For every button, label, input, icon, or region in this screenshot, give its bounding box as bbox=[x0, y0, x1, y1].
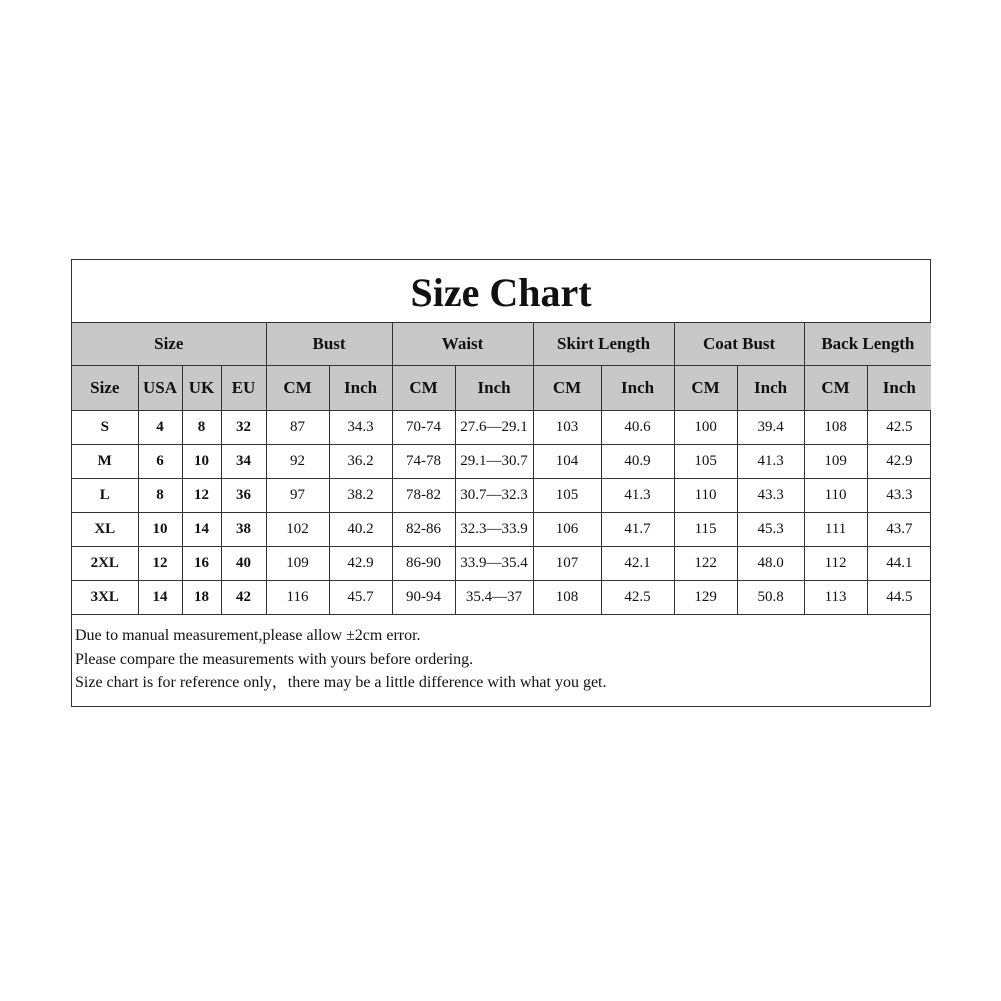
column-header: CM bbox=[392, 366, 455, 411]
table-cell: 40.9 bbox=[601, 445, 674, 479]
table-cell: 109 bbox=[266, 547, 329, 581]
table-cell: 104 bbox=[533, 445, 601, 479]
column-header: Inch bbox=[329, 366, 392, 411]
table-cell: 14 bbox=[182, 513, 221, 547]
table-cell: 108 bbox=[804, 411, 867, 445]
table-row bbox=[72, 547, 931, 581]
column-header: USA bbox=[138, 366, 182, 411]
table-cell: 16 bbox=[182, 547, 221, 581]
table-cell: 129 bbox=[674, 581, 737, 615]
table-cell: 103 bbox=[533, 411, 601, 445]
table-cell: 10 bbox=[138, 513, 182, 547]
column-header: Inch bbox=[867, 366, 931, 411]
table-cell: 36 bbox=[221, 479, 266, 513]
table-cell: 4 bbox=[138, 411, 182, 445]
table-cell: 32.3—33.9 bbox=[455, 513, 533, 547]
table-cell: 41.3 bbox=[601, 479, 674, 513]
table-cell: 44.5 bbox=[867, 581, 931, 615]
note-line: Due to manual measurement,please allow ±2cm error. bbox=[75, 627, 421, 644]
table-cell: 2XL bbox=[72, 547, 138, 581]
column-header: Size bbox=[72, 366, 138, 411]
column-header: UK bbox=[182, 366, 221, 411]
table-cell: 41.7 bbox=[601, 513, 674, 547]
column-header: Inch bbox=[455, 366, 533, 411]
group-header-back-length: Back Length bbox=[804, 323, 931, 366]
column-header: CM bbox=[674, 366, 737, 411]
table-cell: S bbox=[72, 411, 138, 445]
table-cell: 116 bbox=[266, 581, 329, 615]
table-cell: 113 bbox=[804, 581, 867, 615]
column-header: CM bbox=[533, 366, 601, 411]
table-cell: 109 bbox=[804, 445, 867, 479]
note-line: Size chart is for reference only，there may be a little difference with what you get. bbox=[75, 674, 607, 691]
table-cell: 111 bbox=[804, 513, 867, 547]
table-cell: 3XL bbox=[72, 581, 138, 615]
table-cell: 42.5 bbox=[867, 411, 931, 445]
table-cell: M bbox=[72, 445, 138, 479]
size-chart bbox=[71, 259, 931, 707]
table-cell: 33.9—35.4 bbox=[455, 547, 533, 581]
table-row bbox=[72, 479, 931, 513]
column-header: EU bbox=[221, 366, 266, 411]
table-cell: 8 bbox=[138, 479, 182, 513]
table-cell: 32 bbox=[221, 411, 266, 445]
table-cell: 6 bbox=[138, 445, 182, 479]
group-header-bust: Bust bbox=[266, 323, 392, 366]
table-cell: 102 bbox=[266, 513, 329, 547]
table-body bbox=[72, 411, 931, 615]
table-cell: 42.9 bbox=[329, 547, 392, 581]
size-table bbox=[72, 323, 931, 614]
table-cell: 74-78 bbox=[392, 445, 455, 479]
table-cell: 122 bbox=[674, 547, 737, 581]
group-header-size: Size bbox=[72, 323, 266, 366]
column-header: Inch bbox=[737, 366, 804, 411]
table-cell: 34.3 bbox=[329, 411, 392, 445]
table-cell: 12 bbox=[138, 547, 182, 581]
table-cell: 40.2 bbox=[329, 513, 392, 547]
table-cell: 42 bbox=[221, 581, 266, 615]
table-cell: 87 bbox=[266, 411, 329, 445]
table-cell: 38 bbox=[221, 513, 266, 547]
table-cell: 110 bbox=[804, 479, 867, 513]
table-cell: 18 bbox=[182, 581, 221, 615]
table-cell: 10 bbox=[182, 445, 221, 479]
table-cell: 43.7 bbox=[867, 513, 931, 547]
table-cell: 45.7 bbox=[329, 581, 392, 615]
table-cell: 90-94 bbox=[392, 581, 455, 615]
table-cell: 45.3 bbox=[737, 513, 804, 547]
column-header-row bbox=[72, 366, 931, 411]
table-cell: 108 bbox=[533, 581, 601, 615]
table-cell: 8 bbox=[182, 411, 221, 445]
table-cell: 112 bbox=[804, 547, 867, 581]
table-cell: 42.5 bbox=[601, 581, 674, 615]
table-cell: 43.3 bbox=[737, 479, 804, 513]
table-cell: 43.3 bbox=[867, 479, 931, 513]
table-row bbox=[72, 581, 931, 615]
notes bbox=[72, 614, 930, 695]
group-header-coat-bust: Coat Bust bbox=[674, 323, 804, 366]
table-cell: 30.7—32.3 bbox=[455, 479, 533, 513]
table-cell: 34 bbox=[221, 445, 266, 479]
table-cell: 42.1 bbox=[601, 547, 674, 581]
table-cell: 82-86 bbox=[392, 513, 455, 547]
table-cell: 70-74 bbox=[392, 411, 455, 445]
table-cell: 40 bbox=[221, 547, 266, 581]
table-cell: 106 bbox=[533, 513, 601, 547]
table-cell: 35.4—37 bbox=[455, 581, 533, 615]
table-cell: 41.3 bbox=[737, 445, 804, 479]
table-cell: 50.8 bbox=[737, 581, 804, 615]
table-row bbox=[72, 411, 931, 445]
table-cell: 38.2 bbox=[329, 479, 392, 513]
column-header: Inch bbox=[601, 366, 674, 411]
table-cell: 14 bbox=[138, 581, 182, 615]
table-cell: 107 bbox=[533, 547, 601, 581]
table-cell: 40.6 bbox=[601, 411, 674, 445]
table-cell: 42.9 bbox=[867, 445, 931, 479]
table-row bbox=[72, 445, 931, 479]
table-cell: 110 bbox=[674, 479, 737, 513]
table-cell: 86-90 bbox=[392, 547, 455, 581]
table-cell: 39.4 bbox=[737, 411, 804, 445]
table-cell: 36.2 bbox=[329, 445, 392, 479]
table-cell: 29.1—30.7 bbox=[455, 445, 533, 479]
column-header: CM bbox=[266, 366, 329, 411]
table-cell: 44.1 bbox=[867, 547, 931, 581]
table-cell: 78-82 bbox=[392, 479, 455, 513]
table-cell: XL bbox=[72, 513, 138, 547]
table-cell: 100 bbox=[674, 411, 737, 445]
table-cell: 115 bbox=[674, 513, 737, 547]
table-cell: 48.0 bbox=[737, 547, 804, 581]
table-cell: 105 bbox=[533, 479, 601, 513]
table-row bbox=[72, 513, 931, 547]
group-header-row bbox=[72, 323, 931, 366]
table-cell: 97 bbox=[266, 479, 329, 513]
table-cell: L bbox=[72, 479, 138, 513]
group-header-skirt-length: Skirt Length bbox=[533, 323, 674, 366]
group-header-waist: Waist bbox=[392, 323, 533, 366]
note-line: Please compare the measurements with yours before ordering. bbox=[75, 650, 474, 668]
table-cell: 105 bbox=[674, 445, 737, 479]
column-header: CM bbox=[804, 366, 867, 411]
chart-title: Size Chart bbox=[72, 260, 930, 323]
table-cell: 92 bbox=[266, 445, 329, 479]
table-cell: 27.6—29.1 bbox=[455, 411, 533, 445]
table-cell: 12 bbox=[182, 479, 221, 513]
